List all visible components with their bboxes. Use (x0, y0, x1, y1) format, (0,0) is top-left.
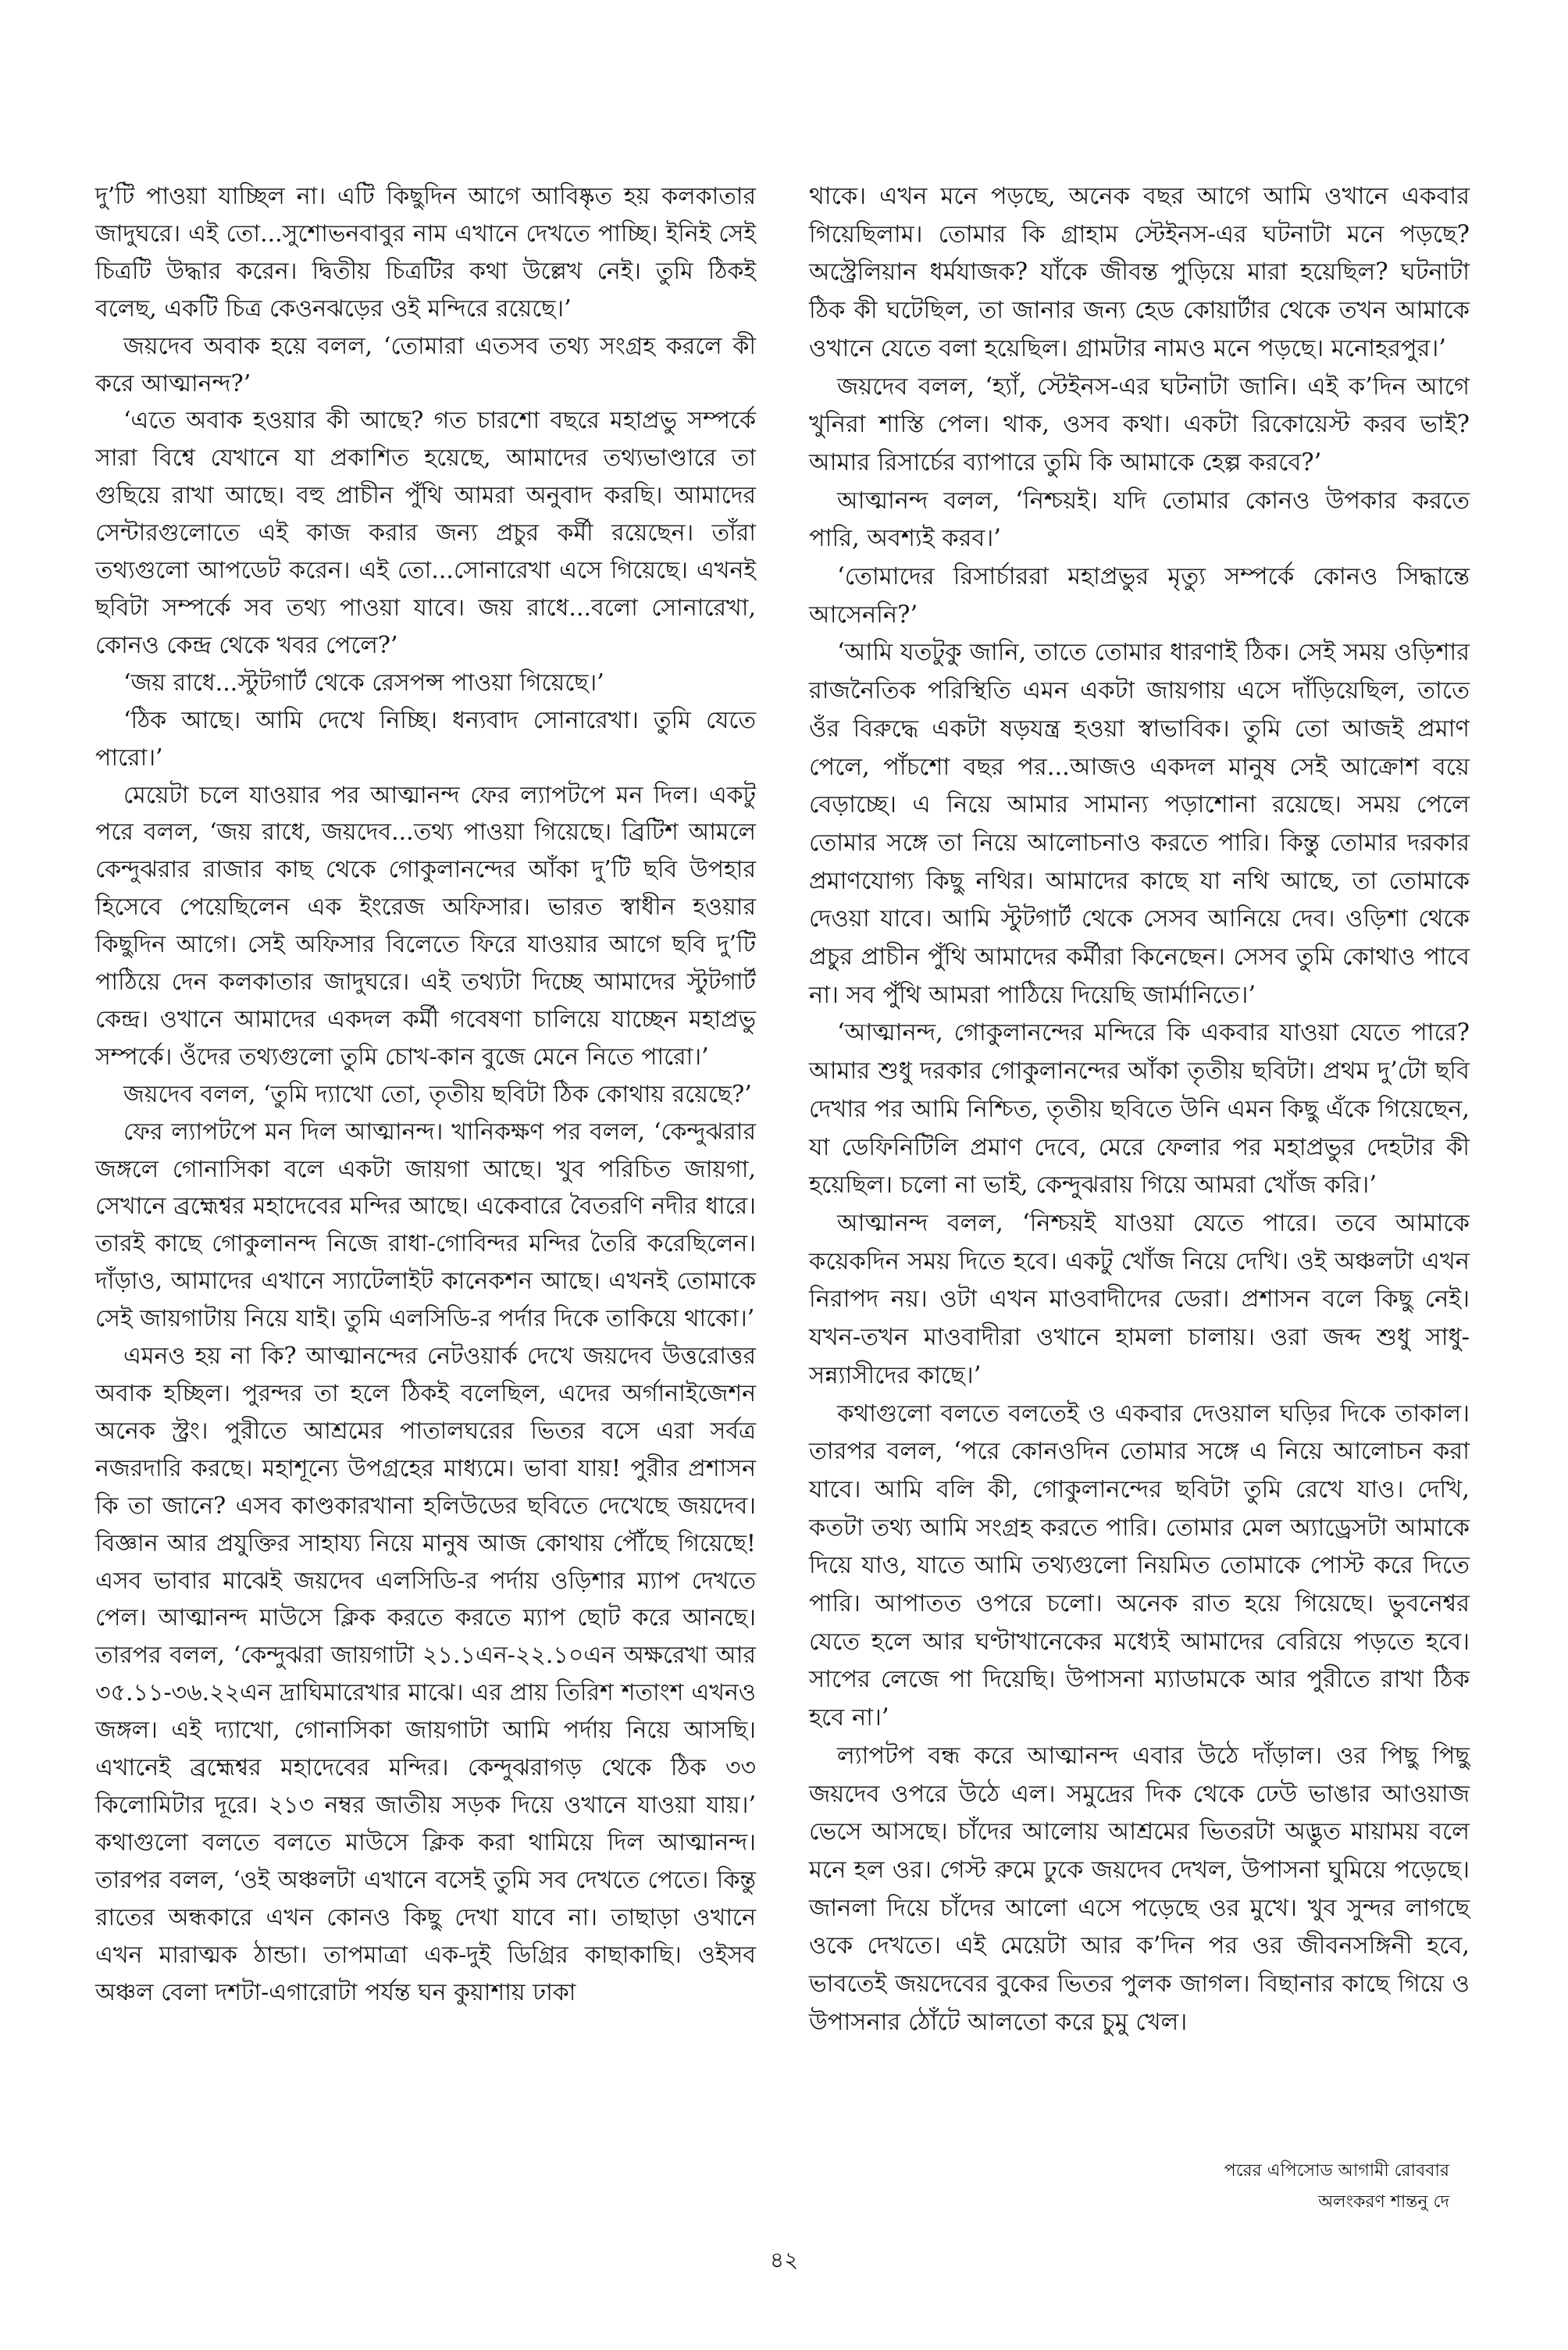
paragraph: ‘জয় রাধে...স্টুটগার্ট থেকে রেসপন্স পাওয়া গিয়েছে।’ (123, 669, 604, 697)
page-number: ৪২ (769, 2247, 799, 2273)
paragraph: ‘এতে অবাক হওয়ার কী আছে? গত চারশো বছরে মহাপ্রভু সম্পর্কে সারা বিশ্বে যেখানে যা প্রকাশিত হয়েছে, আমাদের তথ্যভাণ্ডারে তা গুছিয়ে রাখা আছে। বহু প্রাচীন পুঁথি আমরা অনুবাদ করছি। আমাদের সেন্টারগুলোতে এই কাজ করার জন্য প্রচুর কর্মী রয়েছেন। তাঁরা তথ্যগুলো আপডেট করেন। এই তো...সোনারেখা এসে গিয়েছে। এখনই ছবিটা সম্পর্কে সব তথ্য পাওয়া যাবে। জয় রাধে...বলো সোনারেখা, কোনও কেন্দ্র থেকে খবর পেলে?’ (95, 407, 756, 659)
paragraph: ‘আমি যতটুকু জানি, তাতে তোমার ধারণাই ঠিক। সেই সময় ওড়িশার রাজনৈতিক পরিস্থিতি এমন একটা জায়গায় এসে দাঁড়িয়েছিল, তাতে ওঁর বিরুদ্ধে একটা ষড়যন্ত্র হওয়া স্বাভাবিক। তুমি তো আজই প্রমাণ পেলে, পাঁচশো বছর পর...আজও একদল মানুষ সেই আক্রোশ বয়ে বেড়াচ্ছে। এ নিয়ে আমার সামান্য পড়াশোনা রয়েছে। সময় পেলে তোমার সঙ্গে তা নিয়ে আলোচনাও করতে পারি। কিন্তু তোমার দরকার প্রমাণযোগ্য কিছু নথির। আমাদের কাছে যা নথি আছে, তা তোমাকে দেওয়া যাবে। আমি স্টুটগার্ট থেকে সেসব আনিয়ে দেব। ওড়িশা থেকে প্রচুর প্রাচীন পুঁথি আমাদের কর্মীরা কিনেছেন। সেসব তুমি কোথাও পাবে না। সব পুঁথি আমরা পাঠিয়ে দিয়েছি জার্মানিতে।’ (809, 639, 1470, 1009)
paragraph: কথাগুলো বলতে বলতেই ও একবার দেওয়াল ঘড়ির দিকে তাকাল। তারপর বলল, ‘পরে কোনওদিন তোমার সঙ্গে এ নিয়ে আলোচন করা যাবে। আমি বলি কী, গোকুলানন্দের ছবিটা তুমি রেখে যাও। দেখি, কতটা তথ্য আমি সংগ্রহ করতে পারি। তোমার মেল অ্যাড্রেসটা আমাকে দিয়ে যাও, যাতে আমি তথ্যগুলো নিয়মিত তোমাকে পোস্ট করে দিতে পারি। আপাতত ওপরে চলো। অনেক রাত হয়ে গিয়েছে। ভুবনেশ্বর যেতে হলে আর ঘণ্টাখানেকের মধ্যেই আমাদের বেরিয়ে পড়তে হবে। সাপের লেজে পা দিয়েছি। উপাসনা ম্যাডামকে আর পুরীতে রাখা ঠিক হবে না।’ (809, 1400, 1470, 1732)
paragraph: জয়দেব বলল, ‘তুমি দ্যাখো তো, তৃতীয় ছবিটা ঠিক কোথায় রয়েছে?’ (123, 1080, 752, 1108)
paragraph: আত্মানন্দ বলল, ‘নিশ্চয়ই। যদি তোমার কোনও উপকার করতে পারি, অবশ্যই করব।’ (809, 487, 1470, 553)
left-column (95, 178, 756, 2011)
paragraph: এমনও হয় না কি? আত্মানন্দের নেটওয়ার্ক দেখে জয়দেব উত্তরোত্তর অবাক হচ্ছিল। পুরন্দর তা হলে ঠিকই বলেছিল, এদের অর্গানাইজেশন অনেক স্ট্রং। পুরীতে আশ্রমের পাতালঘরের ভিতর বসে এরা সর্বত্র নজরদারি করছে। মহাশূন্যে উপগ্রহের মাধ্যমে। ভাবা যায়! পুরীর প্রশাসন কি তা জানে? এসব কাণ্ডকারখানা হলিউডের ছবিতে দেখেছে জয়দেব। বিজ্ঞান আর প্রযুক্তির সাহায্য নিয়ে মানুষ আজ কোথায় পৌঁছে গিয়েছে! এসব ভাবার মাঝেই জয়দেব এলসিডি-র পর্দায় ওড়িশার ম্যাপ দেখতে পেল। আত্মানন্দ মাউসে ক্লিক করতে করতে ম্যাপ ছোট করে আনছে। তারপর বলল, ‘কেন্দুঝরা জায়গাটা ২১.১এন-২২.১০এন অক্ষরেখা আর ৩৫.১১-৩৬.২২এন দ্রাঘিমারেখার মাঝে। এর প্রায় তিরিশ শতাংশ এখনও জঙ্গল। এই দ্যাখো, গোনাসিকা জায়গাটা আমি পর্দায় নিয়ে আসছি। এখানেই ব্রহ্মেশ্বর মহাদেবের মন্দির। কেন্দুঝরাগড় থেকে ঠিক ৩৩ কিলোমিটার দূরে। ২১৩ নম্বর জাতীয় সড়ক দিয়ে ওখানে যাওয়া যায়।’ কথাগুলো বলতে বলতে মাউসে ক্লিক করা থামিয়ে দিল আত্মানন্দ। তারপর বলল, ‘ওই অঞ্চলটা এখানে বসেই তুমি সব দেখতে পেতে। কিন্তু রাতের অন্ধকারে এখন কোনও কিছু দেখা যাবে না। তাছাড়া ওখানে এখন মারাত্মক ঠান্ডা। তাপমাত্রা এক-দুই ডিগ্রির কাছাকাছি। ওইসব অঞ্চল বেলা দশটা-এগারোটা পর্যন্ত ঘন কুয়াশায় ঢাকা (95, 1343, 756, 2006)
paragraph: ফের ল্যাপটপে মন দিল আত্মানন্দ। খানিকক্ষণ পর বলল, ‘কেন্দুঝরার জঙ্গলে গোনাসিকা বলে একটা জায়গা আছে। খুব পরিচিত জায়গা, সেখানে ব্রহ্মেশ্বর মহাদেবের মন্দির আছে। একেবারে বৈতরণি নদীর ধারে। তারই কাছে গোকুলানন্দ নিজে রাধা-গোবিন্দর মন্দির তৈরি করেছিলেন। দাঁড়াও, আমাদের এখানে স্যাটেলাইট কানেকশন আছে। এখনই তোমাকে সেই জায়গাটায় নিয়ে যাই। তুমি এলসিডি-র পর্দার দিকে তাকিয়ে থাকো।’ (95, 1118, 756, 1333)
paragraph: ‘তোমাদের রিসার্চাররা মহাপ্রভুর মৃত্যু সম্পর্কে কোনও সিদ্ধান্তে আসেননি?’ (809, 563, 1470, 629)
paragraph: জয়দেব অবাক হয়ে বলল, ‘তোমারা এতসব তথ্য সংগ্রহ করলে কী করে আত্মানন্দ?’ (95, 332, 756, 398)
illustration-credit: অলংকরণ শান্তনু দে (1318, 2192, 1449, 2212)
paragraph: ‘ঠিক আছে। আমি দেখে নিচ্ছি। ধন্যবাদ সোনারেখা। তুমি যেতে পারো।’ (95, 706, 756, 772)
paragraph: ল্যাপটপ বন্ধ করে আত্মানন্দ এবার উঠে দাঁড়াল। ওর পিছু পিছু জয়দেব ওপরে উঠে এল। সমুদ্রের দিক থেকে ঢেউ ভাঙার আওয়াজ ভেসে আসছে। চাঁদের আলোয় আশ্রমের ভিতরটা অদ্ভুত মায়াময় বলে মনে হল ওর। গেস্ট রুমে ঢুকে জয়দেব দেখল, উপাসনা ঘুমিয়ে পড়েছে। জানলা দিয়ে চাঁদের আলো এসে পড়েছে ওর মুখে। খুব সুন্দর লাগছে ওকে দেখতে। এই মেয়েটা আর ক’দিন পর ওর জীবনসঙ্গিনী হবে, ভাবতেই জয়দেবের বুকের ভিতর পুলক জাগল। বিছানার কাছে গিয়ে ও উপাসনার ঠোঁটে আলতো করে চুমু খেল। (809, 1742, 1470, 2036)
paragraph: মেয়েটা চলে যাওয়ার পর আত্মানন্দ ফের ল্যাপটপে মন দিল। একটু পরে বলল, ‘জয় রাধে, জয়দেব...তথ্য পাওয়া গিয়েছে। ব্রিটিশ আমলে কেন্দুঝরার রাজার কাছ থেকে গোকুলানন্দের আঁকা দু’টি ছবি উপহার হিসেবে পেয়েছিলেন এক ইংরেজ অফিসার। ভারত স্বাধীন হওয়ার কিছুদিন আগে। সেই অফিসার বিলেতে ফিরে যাওয়ার আগে ছবি দু’টি পাঠিয়ে দেন কলকাতার জাদুঘরে। এই তথ্যটা দিচ্ছে আমাদের স্টুটগার্ট কেন্দ্র। ওখানে আমাদের একদল কর্মী গবেষণা চালিয়ে যাচ্ছেন মহাপ্রভু সম্পর্কে। ওঁদের তথ্যগুলো তুমি চোখ-কান বুজে মেনে নিতে পারো।’ (95, 781, 756, 1071)
paragraph: আত্মানন্দ বলল, ‘নিশ্চয়ই যাওয়া যেতে পারে। তবে আমাকে কয়েকদিন সময় দিতে হবে। একটু খোঁজ নিয়ে দেখি। ওই অঞ্চলটা এখন নিরাপদ নয়। ওটা এখন মাওবাদীদের ডেরা। প্রশাসন বলে কিছু নেই। যখন-তখন মাওবাদীরা ওখানে হামলা চালায়। ওরা জব্দ শুধু সাধু-সন্ন্যাসীদের কাছে।’ (809, 1209, 1470, 1389)
next-episode-note: পরের এপিসোড আগামী রোববার (1224, 2161, 1449, 2181)
paragraph: জয়দেব বলল, ‘হ্যাঁ, স্টেইনস-এর ঘটনাটা জানি। এই ক’দিন আগে খুনিরা শাস্তি পেল। থাক, ওসব কথা। একটা রিকোয়েস্ট করব ভাই? আমার রিসার্চের ব্যাপারে তুমি কি আমাকে হেল্প করবে?’ (809, 373, 1470, 476)
paragraph: ‘আত্মানন্দ, গোকুলানন্দের মন্দিরে কি একবার যাওয়া যেতে পারে? আমার শুধু দরকার গোকুলানন্দের আঁকা তৃতীয় ছবিটা। প্রথম দু’টো ছবি দেখার পর আমি নিশ্চিত, তৃতীয় ছবিতে উনি এমন কিছু এঁকে গিয়েছেন, যা ডেফিনিটিলি প্রমাণ দেবে, মেরে ফেলার পর মহাপ্রভুর দেহটার কী হয়েছিল। চলো না ভাই, কেন্দুঝরায় গিয়ে আমরা খোঁজ করি।’ (809, 1019, 1470, 1200)
right-column (809, 178, 1470, 2042)
paragraph: দু’টি পাওয়া যাচ্ছিল না। এটি কিছুদিন আগে আবিষ্কৃত হয় কলকাতার জাদুঘরে। এই তো...সুশোভনবাবুর নাম এখানে দেখতে পাচ্ছি। ইনিই সেই চিত্রটি উদ্ধার করেন। দ্বিতীয় চিত্রটির কথা উল্লেখ নেই। তুমি ঠিকই বলেছ, একটি চিত্র কেওনঝড়ের ওই মন্দিরে রয়েছে।’ (95, 183, 756, 323)
paragraph: থাকে। এখন মনে পড়ছে, অনেক বছর আগে আমি ওখানে একবার গিয়েছিলাম। তোমার কি গ্রাহাম স্টেইনস-এর ঘটনাটা মনে পড়ছে? অস্ট্রেলিয়ান ধর্মযাজক? যাঁকে জীবন্ত পুড়িয়ে মারা হয়েছিল? ঘটনাটা ঠিক কী ঘটেছিল, তা জানার জন্য হেড কোয়ার্টার থেকে তখন আমাকে ওখানে যেতে বলা হয়েছিল। গ্রামটার নামও মনে পড়ছে। মনোহরপুর।’ (809, 183, 1470, 362)
footer-credits (809, 2156, 1449, 2218)
